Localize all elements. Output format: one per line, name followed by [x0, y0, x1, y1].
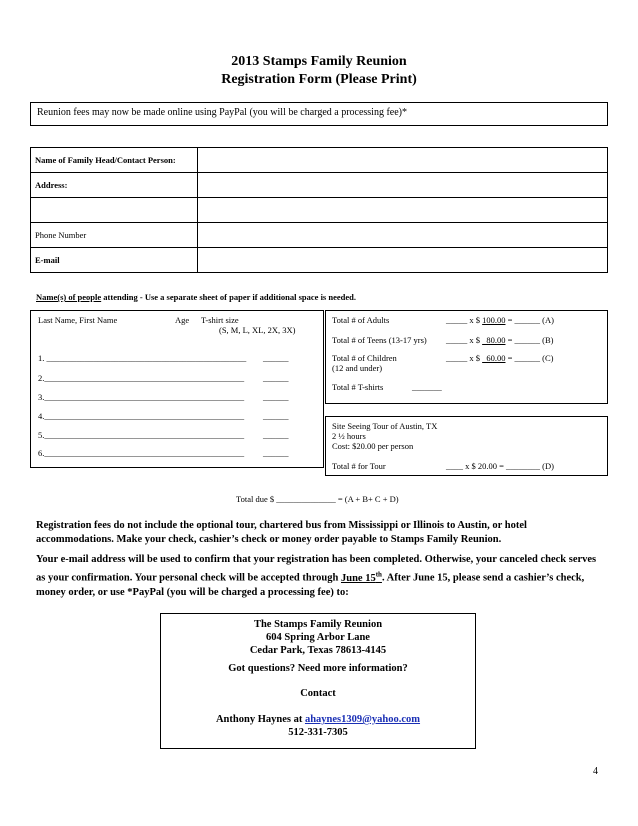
family-head-field[interactable] [198, 148, 608, 173]
attendee-row[interactable]: 3._______________________________________________ [38, 392, 245, 402]
tour-title: Site Seeing Tour of Austin, TX [332, 421, 438, 431]
attendee-row[interactable]: 5._______________________________________________ [38, 430, 245, 440]
col-age-header: Age [175, 315, 190, 325]
children-label: Total # of Children [332, 353, 397, 363]
tour-total-calc[interactable]: ____ x $ 20.00 = ________ (D) [446, 461, 554, 471]
mailing-street: 604 Spring Arbor Lane [266, 632, 370, 643]
teens-label: Total # of Teens (13-17 yrs) [332, 335, 427, 345]
attendee-age-blank[interactable]: ______ [263, 448, 289, 458]
attendee-age-blank[interactable]: ______ [263, 392, 289, 402]
family-head-label: Name of Family Head/Contact Person: [31, 148, 198, 173]
deadline-date: June 15th [341, 570, 382, 584]
address-blank-label [31, 198, 198, 223]
attendee-row[interactable]: 4._______________________________________________ [38, 411, 245, 421]
tour-duration: 2 ½ hours [332, 431, 366, 441]
adults-label: Total # of Adults [332, 315, 390, 325]
address-label: Address: [31, 173, 198, 198]
attending-note: Name(s) of people attending - Use a separate sheet of paper if additional space is needed. [36, 292, 356, 302]
total-due: Total due $ ______________ = (A + B+ C + D) [236, 494, 399, 504]
address-field-2[interactable] [198, 198, 608, 223]
contact-email-link[interactable]: ahaynes1309@yahoo.com [304, 714, 421, 725]
tshirts-blank[interactable]: _______ [412, 382, 442, 392]
mailing-city: Cedar Park, Texas 78613-4145 [249, 645, 387, 656]
totals-box [325, 310, 608, 404]
attendee-age-blank[interactable]: ______ [263, 373, 289, 383]
col-name-header: Last Name, First Name [38, 315, 118, 325]
tshirts-label: Total # T-shirts [332, 382, 384, 392]
paypal-notice-box [30, 102, 608, 126]
attendee-age-blank[interactable]: ______ [263, 411, 289, 421]
address-field-1[interactable] [198, 173, 608, 198]
phone-field[interactable] [198, 223, 608, 248]
tshirt-sizes: (S, M, L, XL, 2X, 3X) [219, 325, 296, 335]
confirmation-paragraph: Your e-mail address will be used to confirm that your registration has been completed. Otherwise, your canceled check serves as your confirmation. Your personal check will be accepted through June 15th. After June 15, please send a cashier’s check, money order, or use *PayPal (you will be charged a processing fee) to: [36, 554, 597, 598]
page-number: 4 [593, 766, 598, 777]
mailing-address-box [160, 613, 476, 749]
children-calc[interactable]: _____ x $ 60.00 = ______ (C) [446, 353, 554, 363]
form-subtitle: Registration Form (Please Print) [221, 72, 417, 87]
email-label: E-mail [31, 248, 198, 273]
tour-box [325, 416, 608, 476]
attendee-row[interactable]: 2._______________________________________________ [38, 373, 245, 383]
attendee-row[interactable]: 6._______________________________________________ [38, 448, 245, 458]
phone-label: Phone Number [31, 223, 198, 248]
tour-cost: Cost: $20.00 per person [332, 441, 414, 451]
contact-phone: 512-331-7305 [288, 727, 348, 738]
tour-total-label: Total # for Tour [332, 461, 386, 471]
mailing-name: The Stamps Family Reunion [253, 619, 383, 630]
contact-info-table [30, 147, 608, 273]
fees-paragraph: Registration fees do not include the optional tour, chartered bus from Mississippi or Illinois to Austin, or hotel accommodations. Make your check, cashier’s check or money order payable to Stamps Family Reunion. [36, 520, 527, 545]
attendee-row[interactable]: 1. _______________________________________________ [38, 353, 247, 363]
contact-label: Contact [300, 688, 336, 699]
questions-text: Got questions? Need more information? [228, 663, 408, 674]
contact-person: Anthony Haynes at ahaynes1309@yahoo.com [215, 714, 421, 725]
attendee-age-blank[interactable]: ______ [263, 430, 289, 440]
adults-calc[interactable]: _____ x $ 100.00 = ______ (A) [446, 315, 554, 325]
email-field[interactable] [198, 248, 608, 273]
children-sub: (12 and under) [332, 363, 383, 373]
attendees-box [30, 310, 324, 468]
col-tshirt-header: T-shirt size [201, 315, 239, 325]
paypal-notice-text: Reunion fees may now be made online using PayPal (you will be charged a processing fee)* [37, 107, 407, 118]
form-title: 2013 Stamps Family Reunion [231, 54, 407, 69]
teens-calc[interactable]: _____ x $ 80.00 = ______ (B) [446, 335, 554, 345]
attendee-age-blank[interactable]: ______ [263, 353, 289, 363]
